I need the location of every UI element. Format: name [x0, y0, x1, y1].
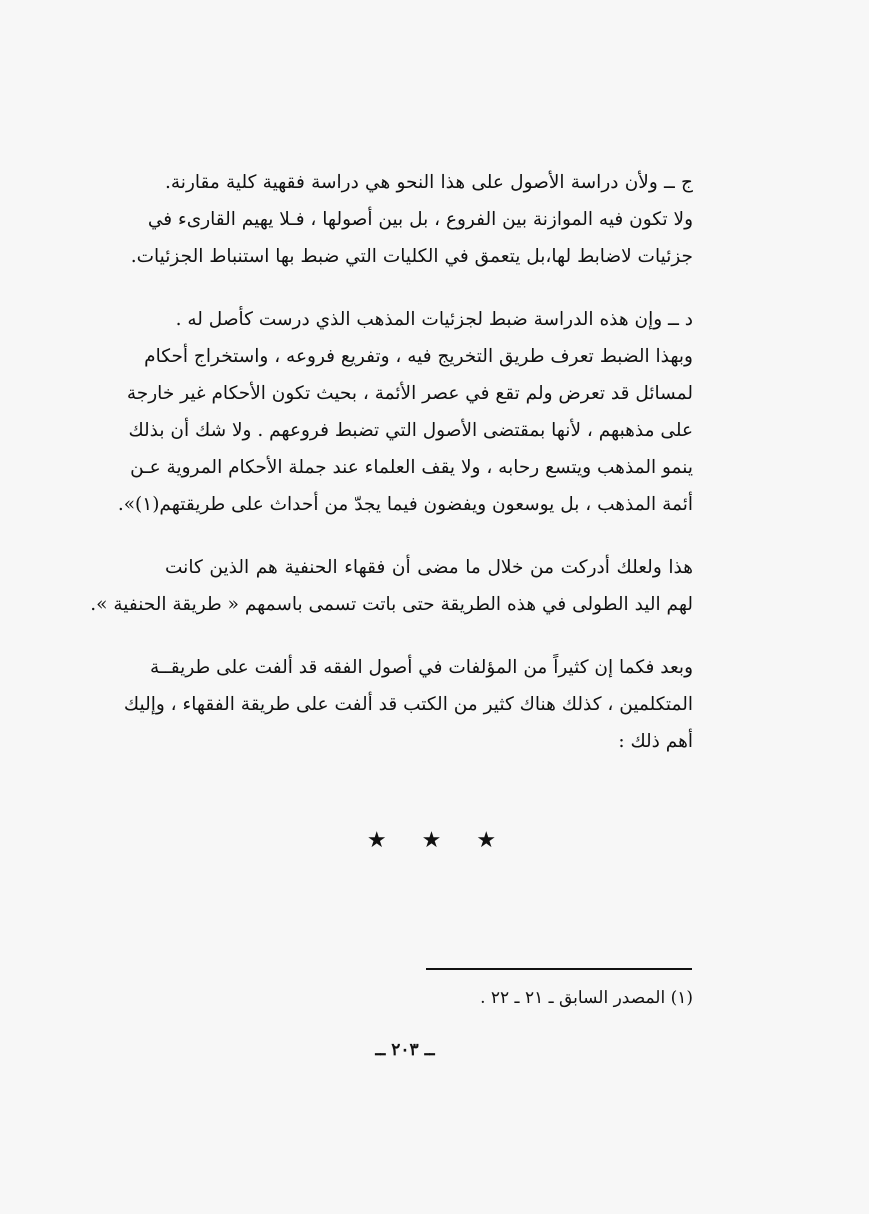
paragraph-jim	[130, 164, 693, 275]
text-line: د ــ وإن هذه الدراسة ضبط لجزئيات المذهب الذي درست كأصل له .	[175, 309, 693, 330]
footnote: (١) المصدر السابق ـ ٢١ ـ ٢٢ .	[480, 988, 693, 1008]
body-text	[90, 164, 693, 786]
paragraph-hanafiyya	[90, 549, 693, 623]
text-line: ينمو المذهب ويتسع رحابه ، ولا يقف العلماء عند جملة الأحكام المروية عـن	[130, 457, 693, 478]
text-line: ولا تكون فيه الموازنة بين الفروع ، بل بين أصولها ، فـلا يهيم القارىء في	[147, 209, 693, 230]
text-line: هذا ولعلك أدركت من خلال ما مضى أن فقهاء الحنفية هم الذين كانت	[165, 557, 693, 578]
paragraph-dal	[117, 301, 693, 523]
text-line: ج ــ ولأن دراسة الأصول على هذا النحو هي دراسة فقهية كلية مقارنة.	[165, 172, 693, 193]
text-line: المتكلمين ، كذلك هناك كثير من الكتب قد ألفت على طريقة الفقهاء ، وإليك	[123, 694, 693, 715]
text-line: على مذهبهم ، لأنها بمقتضى الأصول التي تضبط فروعهم . ولا شك أن بذلك	[128, 420, 693, 441]
text-line: وبهذا الضبط تعرف طريق التخريج فيه ، وتفريع فروعه ، واستخراج أحكام	[144, 346, 693, 367]
text-line: جزئيات لاضابط لها،بل يتعمق في الكليات التي ضبط بها استنباط الجزئيات.	[130, 246, 693, 267]
section-separator-stars: ★ ★ ★	[366, 828, 511, 853]
text-line: لهم اليد الطولى في هذه الطريقة حتى باتت تسمى باسمهم « طريقة الحنفية ».	[90, 594, 693, 615]
page-number: ــ ٢٠٣ ــ	[375, 1040, 435, 1060]
footnote-divider	[426, 968, 692, 970]
paragraph-conclusion	[123, 649, 693, 760]
text-line: أهم ذلك :	[618, 731, 693, 752]
text-line: لمسائل قد تعرض ولم تقع في عصر الأئمة ، بحيث تكون الأحكام غير خارجة	[126, 383, 693, 404]
text-line: وبعد فكما إن كثيراً من المؤلفات في أصول الفقه قد ألفت على طريقــة	[150, 657, 693, 678]
text-line: أئمة المذهب ، بل يوسعون ويفضون فيما يجدّ من أحداث على طريقتهم(١)».	[117, 494, 693, 515]
